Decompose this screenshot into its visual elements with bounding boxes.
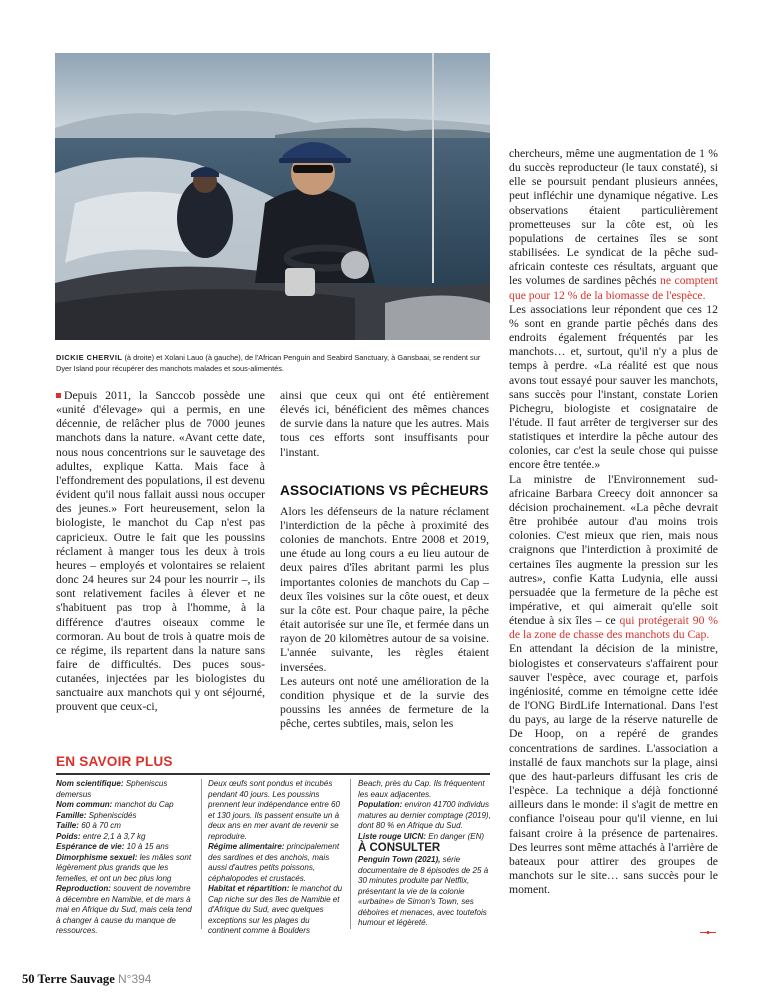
fact-row: Liste rouge UICN: En danger (EN): [358, 831, 485, 841]
infobox-column-2: [208, 779, 344, 937]
column-separator: [350, 779, 351, 929]
consult-heading: À CONSULTER: [358, 842, 441, 854]
fact-row: Reproduction: souvent de novembre à décembre en Namibie, et de mars à mai en Afrique du Sud, mais cela tend à changer à cause du manque de ressources.: [56, 884, 192, 935]
fact-row: Nom scientifique: Spheniscus demersus: [56, 779, 168, 799]
magazine-name: Terre Sauvage: [37, 972, 115, 986]
fact-row: Population: environ 41700 individus matures au dernier comptage (2019), dont 80 % en Afrique du Sud.: [358, 800, 491, 830]
article-col3-p2: Les associations leur répondent que ces 12 % sont en grande partie pêchés dans des endroits également fréquentés par les manchots… et, surtout, qu'il n'y a plus de temps à perdre. «La réalité est que nous avons tout essayé pour sauver les manchots, sans succès pour l'instant, constate Lorien Pichegru, biologiste et cosignataire de l'étude. Il faut arrêter de tergiverser sur des statistiques et interdire la pêche autour des colonies, car c'est la seule chose qui puisse encore être tentée.»: [509, 302, 718, 472]
highlight-quote-1: ne comptent que pour 12 % de la biomasse de l'espèce.: [509, 274, 718, 302]
fact-row: Deux œufs sont pondus et incubés pendant 40 jours. Les poussins prennent leur indépendance entre 60 et 130 jours. Ils passent ensuite un à deux ans en mer avant de revenir se reproduire.: [208, 779, 340, 841]
article-col3-p4: En attendant la décision de la ministre, biologistes et conservateurs s'affairent pour sauver l'espèce, avec courage et, parfois ingéniosité, comme en témoigne cette idée de l'ONG BirdLife International. Dans l'est du pays, au large de la réserve naturelle de De Hoop, on a repéré de grandes concentrations de sardines. L'association a installé de faux manchots sur la plage, ainsi que des haut-parleurs diffusant les cris de l'espèce. La technique a déjà fonctionné ailleurs dans le monde: il s'agit de mettre en confiance l'oiseau pour qu'il vienne, en lui faisant croire à la présence de partenaires. Des leurres sont même attachés à l'arrière de bateaux pour attirer des groupes de manchots sur le site… sans succès pour le moment.: [509, 642, 718, 897]
highlight-quote-2: qui protégerait 90 % de la zone de chasse des manchots du Cap.: [509, 614, 718, 642]
paragraph-marker-icon: [56, 393, 61, 398]
consult-entry: Penguin Town (2021), série documentaire de 8 épisodes de 25 à 30 minutes produite par Netflix, présentant la vie de la colonie «urbaine» de Simon's Town, ses déboires et menaces, avec toutefois humour et légèreté.: [358, 855, 489, 927]
fact-row: Famille: Spheniscidés: [56, 810, 137, 820]
fact-row: Habitat et répartition: le manchot du Cap niche sur des îles de Namibie et d'Afrique du Sud, avec quelques exceptions sur les plages du continent comme à Boulders: [208, 884, 343, 935]
column-separator: [201, 779, 202, 929]
issue-number: N°394: [117, 972, 152, 986]
caption-name: DICKIE CHERVIL: [56, 353, 123, 362]
article-col2-p2: Alors les défenseurs de la nature réclament l'interdiction de la pêche à proximité des colonies de manchots. Entre 2008 et 2019, une étude au long cours a eu lieu autour de deux paires d'îles abritant parmi les plus importantes colonies de manchots du Cap – deux îles voisines sur la côte ouest, et deux sur la côte est. Pour chaque paire, la pêche était autorisée sur une île, et fermée dans un rayon de 20 kilomètres autour de sa voisine. L'année suivante, les règles étaient inversées.: [280, 504, 489, 674]
article-col1-text: Depuis 2011, la Sanccob possède une «unité d'élevage» qui a permis, en une décennie, de relâcher plus de 7000 jeunes manchots dans la nature. «Avant cette date, nous nous concentrions sur le sauvetage des adultes, explique Katta. Mais face à l'effondrement des populations, il est devenu évident qu'il nous fallait aussi nous occuper des jeunes.» Fort heureusement, selon la biologiste, le manchot du Cap n'est pas capricieux. Outre le fait que les poussins réclament à manger tous les deux à trois heures – employés et volontaires se relaient donc 24 heures sur 24 pour les nourrir –, ils sont relativement faciles à élever et ne s'habituent pas trop à l'homme, à la différence d'autres oiseaux comme le cormoran. Au bout de trois à quatre mois de ce régime, ils repartent dans la nature sans faire de difficultés. Des puces sous-cutanées, injectées par les biologistes du sanctuaire aux manchots qui y ont séjourné, prouvent que ceux-ci,: [56, 389, 265, 714]
fact-row: Nom commun: manchot du Cap: [56, 800, 174, 809]
article-col2-p1: ainsi que ceux qui ont été entièrement élevés ici, bénéficient des mêmes chances de survie dans la nature que les autres. Mais tous ces efforts sont insuffisants pour l'instant.: [280, 389, 489, 459]
caption-text: (à droite) et Xolani Lauo (à gauche), de l'African Penguin and Seabird Sanctuary, à Gansbaai, se rendent sur Dyer Island pour récupérer des manchots malades et sous-alimentés.: [56, 353, 481, 373]
page-number: 50: [22, 972, 35, 986]
fact-row: Régime alimentaire: principalement des sardines et des anchois, mais aussi d'autres petits poissons, céphalopodes et crustacés.: [208, 842, 340, 883]
infobox-column-3: [358, 779, 492, 929]
infobox-column-1: [56, 779, 196, 937]
article-column-2: [280, 389, 489, 731]
boat-photo: [55, 53, 490, 340]
article-col3-p1: chercheurs, même une augmentation de 1 % du succès reproducteur (le taux constaté), si elle se poursuit pendant plusieurs années, peut infléchir une dynamique négative. Les observations étaient particulièrement prometteuses sur la côte est, où les populations de certaines îles se sont stabilisées. Le syndicat de la pêche sud-africain conteste ces résultats, arguant que les volumes de sardines pêchés: [509, 147, 718, 288]
fact-row: Taille: 60 à 70 cm: [56, 821, 122, 830]
boat-photo-illustration: [55, 53, 490, 340]
fact-row: Beach, près du Cap. Ils fréquentent les eaux adjacentes.: [358, 779, 485, 799]
fact-row: Dimorphisme sexuel: les mâles sont légèrement plus grands que les femelles, et ont un bec plus long: [56, 852, 192, 883]
section-heading: ASSOCIATIONS VS PÊCHEURS: [280, 482, 489, 498]
article-col3-p3: La ministre de l'Environnement sud-africaine Barbara Creecy doit annoncer sa décision prochainement. «La pêche devrait être prohibée autour d'au moins trois colonies. C'est mieux que rien, mais nous craignons que l'interdiction à proximité de certaines îles augmente la pression sur les autres», confie Katta Ludynia, elle aussi persuadée que la fermeture de la pêche est impérative, et qui aimerait qu'elle soit étendue à six îles – ce: [509, 472, 718, 628]
article-col2-p3: Les auteurs ont noté une amélioration de la condition physique et de la survie des poussins les années de fermeture de la pêche, certes subtiles, mais, selon les: [280, 674, 489, 731]
infobox-title: EN SAVOIR PLUS: [56, 754, 173, 769]
article-column-1: [56, 389, 265, 715]
photo-caption: [56, 352, 496, 374]
end-mark-icon: [700, 931, 716, 934]
article-column-3: [509, 147, 718, 897]
page-footer: [22, 972, 151, 987]
infobox-divider: [56, 773, 490, 775]
fact-row: Espérance de vie: 10 à 15 ans: [56, 842, 169, 851]
fact-row: Poids: entre 2,1 à 3,7 kg: [56, 831, 146, 841]
